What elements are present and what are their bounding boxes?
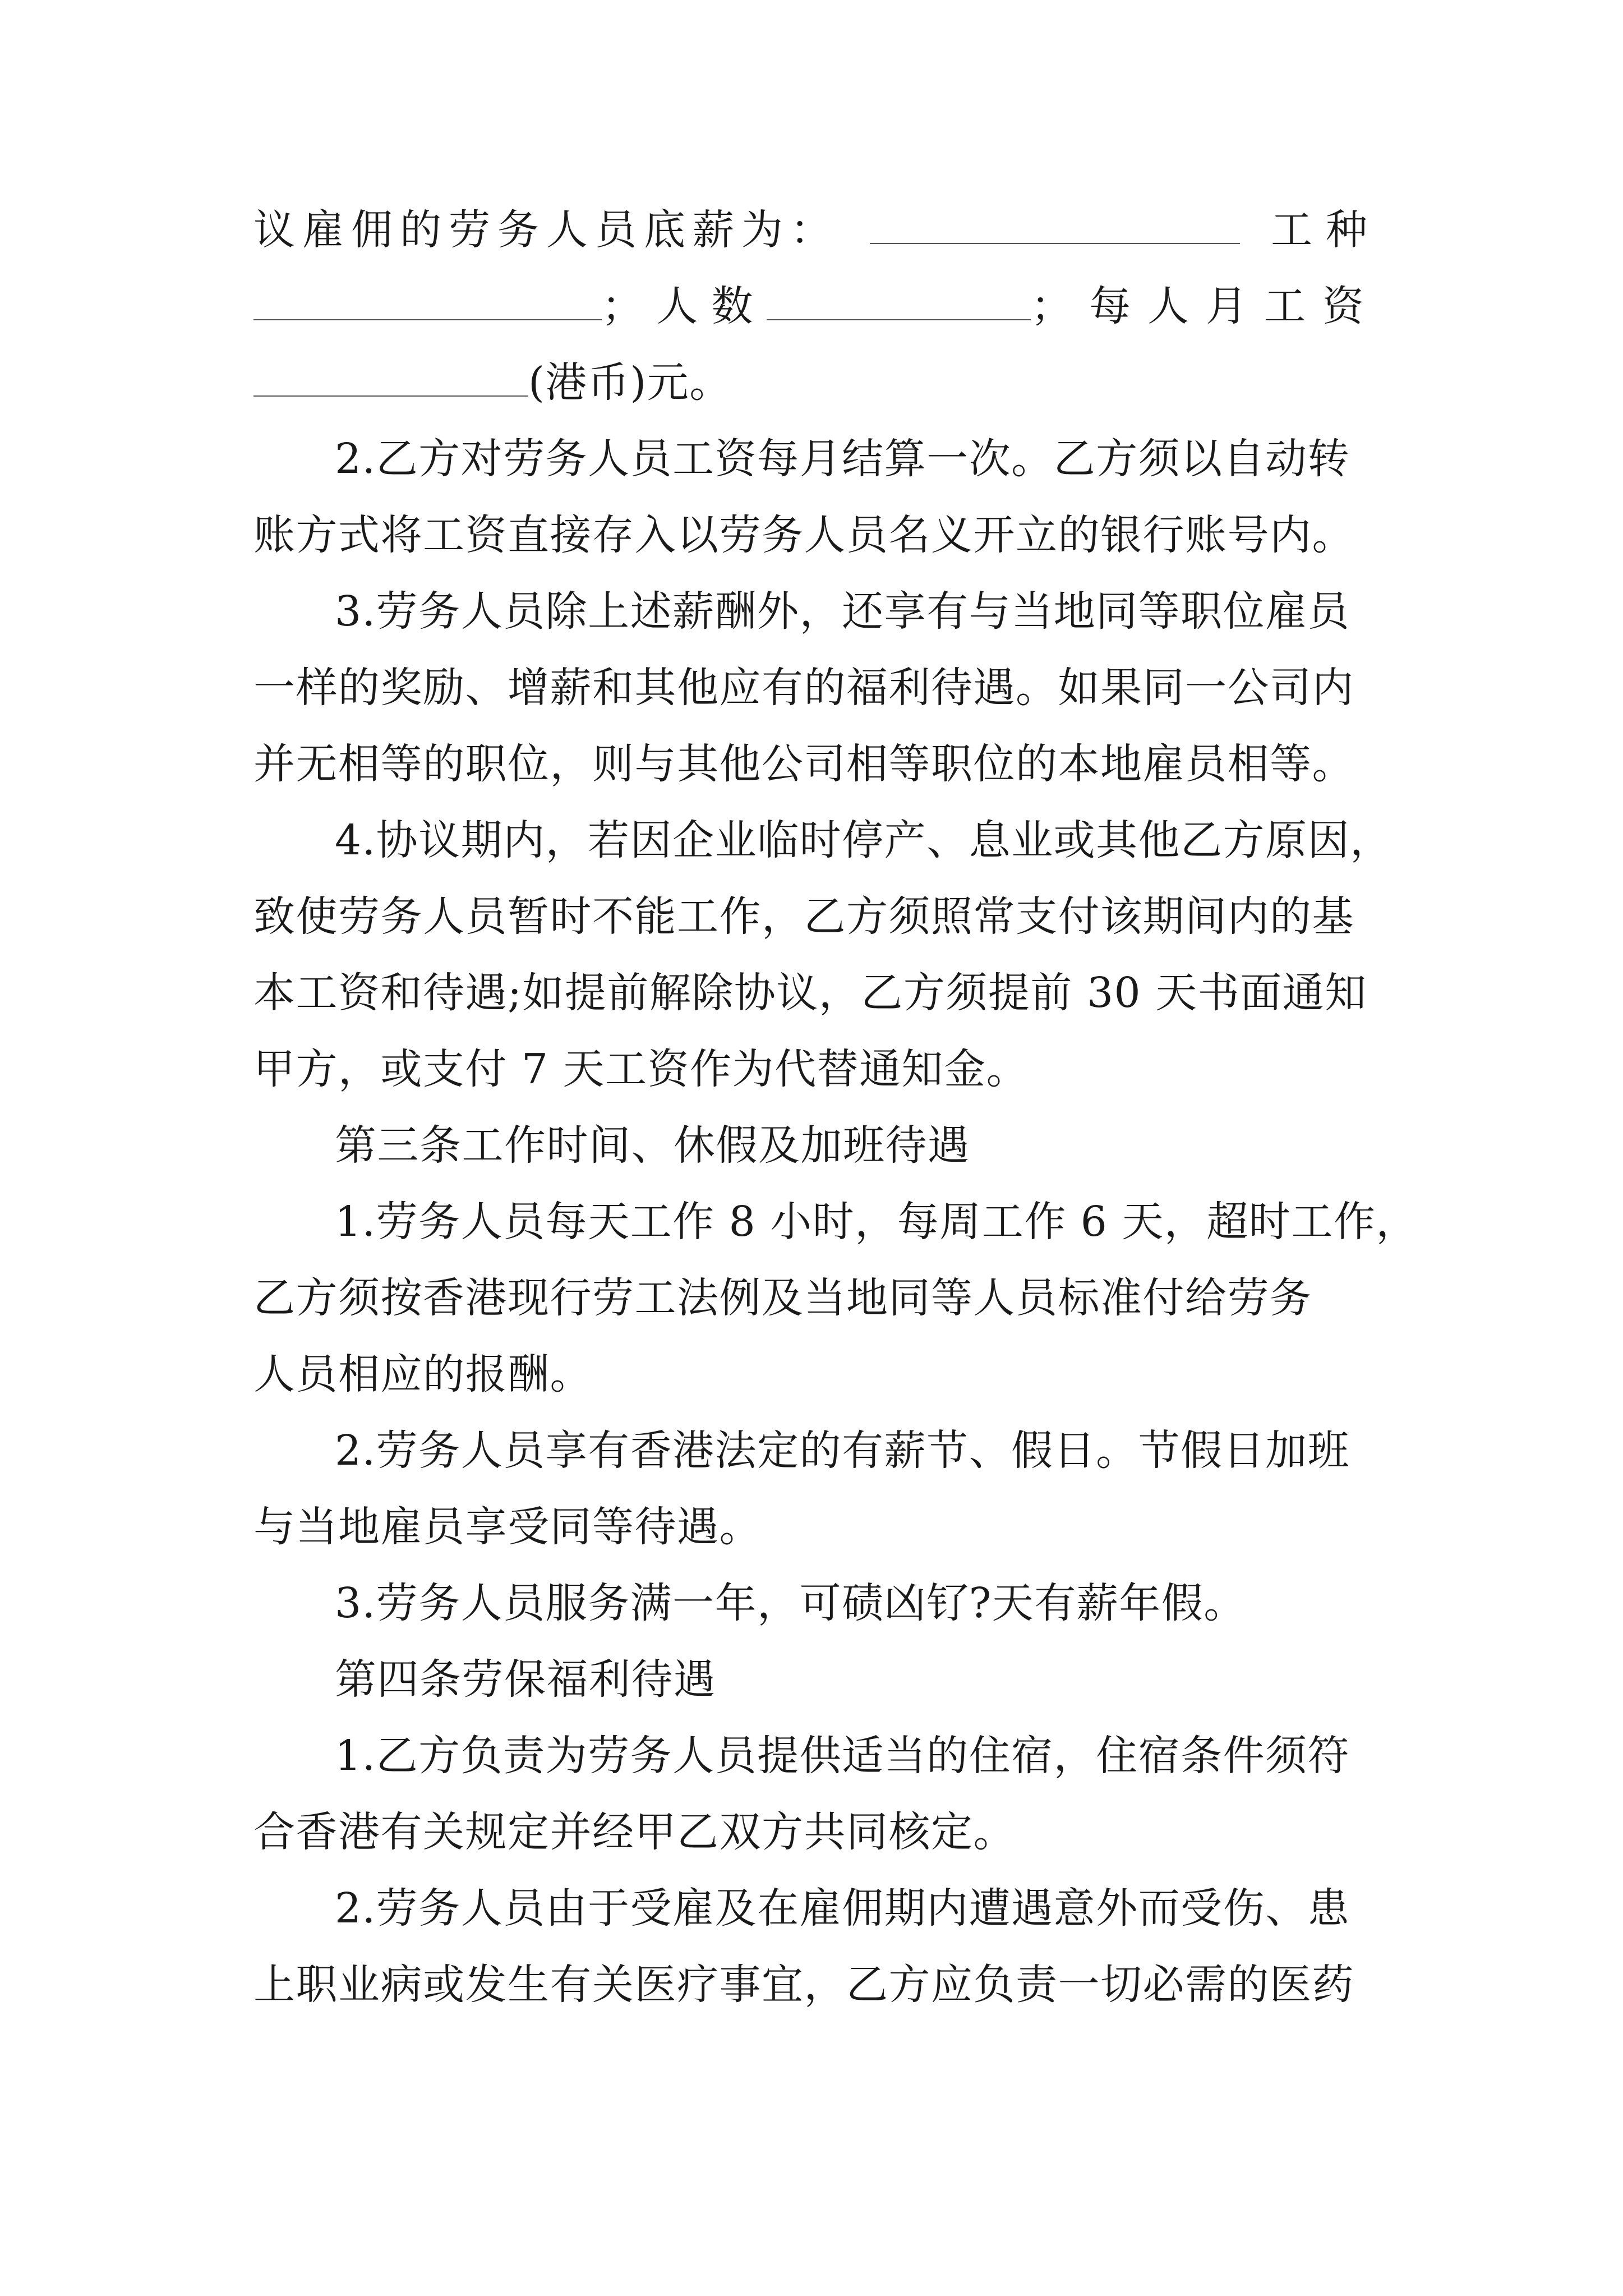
paragraph-line: 并无相等的职位，则与其他公司相等职位的本地雇员相等。: [253, 740, 1354, 788]
section-heading: 第三条工作时间、休假及加班待遇: [335, 1121, 970, 1170]
text-run: ；人数: [601, 282, 767, 330]
paragraph-line: 2.劳务人员享有香港法定的有薪节、假日。节假日加班: [335, 1427, 1350, 1475]
text-run: 工种: [1271, 206, 1381, 254]
paragraph-line: [253, 202, 1381, 258]
paragraph-line: 1.乙方负责为劳务人员提供适当的住宿，住宿条件须符: [335, 1732, 1350, 1780]
text-run: 议雇佣的劳务人员底薪为：: [253, 206, 839, 254]
paragraph-line: 账方式将工资直接存入以劳务人员名义开立的银行账号内。: [253, 511, 1354, 559]
paragraph-line: 上职业病或发生有关医疗事宜，乙方应负责一切必需的医药: [253, 1961, 1354, 2009]
paragraph-line: 一样的奖励、增薪和其他应有的福利待遇。如果同一公司内: [253, 664, 1354, 712]
paragraph-line: 4.协议期内，若因企业临时停产、息业或其他乙方原因，: [335, 816, 1393, 864]
paragraph-line: 致使劳务人员暂时不能工作，乙方须照常支付该期间内的基: [253, 892, 1354, 941]
fill-in-blank-job-type: [253, 279, 602, 320]
fill-in-blank-headcount: [767, 279, 1031, 320]
paragraph-line: 乙方须按香港现行劳工法例及当地同等人员标准付给劳务: [253, 1274, 1312, 1322]
text-run: (港币)元。: [528, 358, 732, 407]
paragraph-line: 与当地雇员享受同等待遇。: [253, 1503, 762, 1551]
paragraph-line: 2.乙方对劳务人员工资每月结算一次。乙方须以自动转: [335, 435, 1350, 483]
paragraph-line: 合香港有关规定并经甲乙双方共同核定。: [253, 1808, 1016, 1856]
text-run: ；每人月工资: [1031, 282, 1381, 330]
paragraph-line: 人员相应的报酬。: [253, 1350, 592, 1398]
paragraph-line: 1.劳务人员每天工作 8 小时，每周工作 6 天，超时工作，: [335, 1198, 1418, 1246]
paragraph-line: [253, 355, 732, 411]
paragraph-line: 2.劳务人员由于受雇及在雇佣期内遭遇意外而受伤、患: [335, 1884, 1350, 1932]
section-heading: 第四条劳保福利待遇: [335, 1655, 716, 1704]
paragraph-line: 3.劳务人员服务满一年，可碛凶钌?天有薪年假。: [335, 1579, 1246, 1627]
paragraph-line: 甲方，或支付 7 天工资作为代替通知金。: [253, 1045, 1029, 1093]
paragraph-line: 本工资和待遇;如提前解除协议，乙方须提前 30 天书面通知: [253, 969, 1367, 1017]
fill-in-blank-base-salary: [870, 203, 1240, 244]
fill-in-blank-monthly-wage: [253, 355, 528, 397]
paragraph-line: 3.劳务人员除上述薪酬外，还享有与当地同等职位雇员: [335, 587, 1350, 636]
paragraph-line: [253, 278, 1381, 334]
